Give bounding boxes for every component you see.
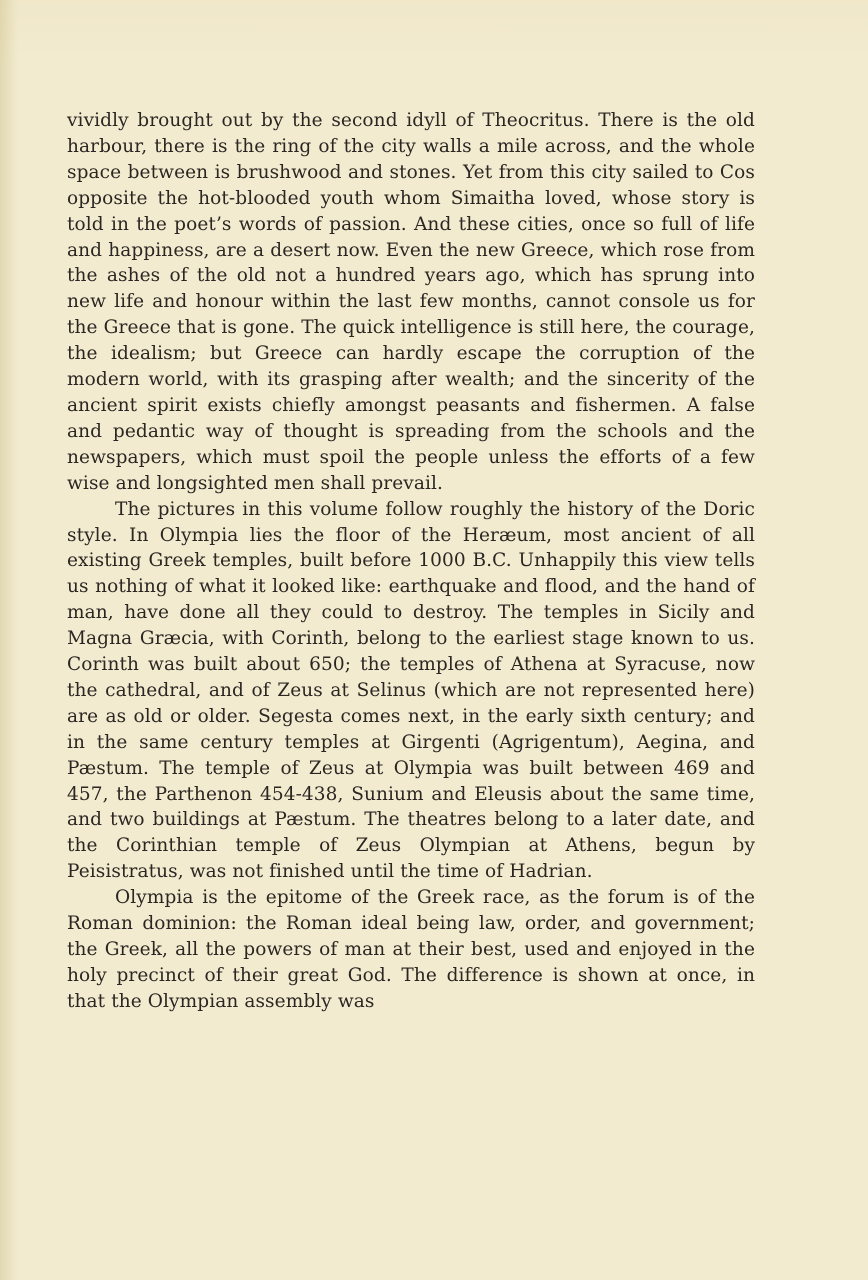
paragraph-3: Olympia is the epitome of the Greek race, as the forum is of the Roman dominion: the Roman ideal being law, order, and government; the Greek, all the powers of man at their best, used and enjoyed in the holy precinct of their great God. The difference is shown at once, in that the Olympian assembly was [67, 887, 755, 1012]
paragraph-1: vividly brought out by the second idyll of Theocritus. There is the old harbour, there is the ring of the city walls a mile across, and the whole space between is brushwood and stones. Yet from this city sailed to Cos opposite the hot-blooded youth whom Simaitha loved, whose story is told in the poet’s words of passion. And these cities, once so full of life and happiness, are a desert now. Even the new Greece, which rose from the ashes of the old not a hundred years ago, which has sprung into new life and honour within the last few months, cannot console us for the Greece that is gone. The quick intelligence is still here, the courage, the idealism; but Greece can hardly escape the corruption of the modern world, with its grasping after wealth; and the sincerity of the ancient spirit exists chiefly amongst peasants and fishermen. A false and pedantic way of thought is spreading from the schools and the newspapers, which must spoil the people unless the efforts of a few wise and longsighted men shall prevail. [67, 110, 755, 494]
paragraph-2: The pictures in this volume follow roughly the history of the Doric style. In Olympia lies the floor of the Heræum, most ancient of all existing Greek temples, built before 1000 B.C. Unhappily this view tells us nothing of what it looked like: earthquake and flood, and the hand of man, have done all they could to destroy. The temples in Sicily and Magna Græcia, with Corinth, belong to the earliest stage known to us. Corinth was built about 650; the temples of Athena at Syracuse, now the cathedral, and of Zeus at Selinus (which are not represented here) are as old or older. Segesta comes next, in the early sixth century; and in the same century temples at Girgenti (Agrigentum), Aegina, and Pæstum. The temple of Zeus at Olympia was built between 469 and 457, the Parthenon 454-438, Sunium and Eleusis about the same time, and two buildings at Pæstum. The theatres belong to a later date, and the Corinthian temple of Zeus Olympian at Athens, begun by Peisistratus, was not finished until the time of Hadrian. [67, 498, 755, 883]
page-text [67, 108, 755, 1015]
